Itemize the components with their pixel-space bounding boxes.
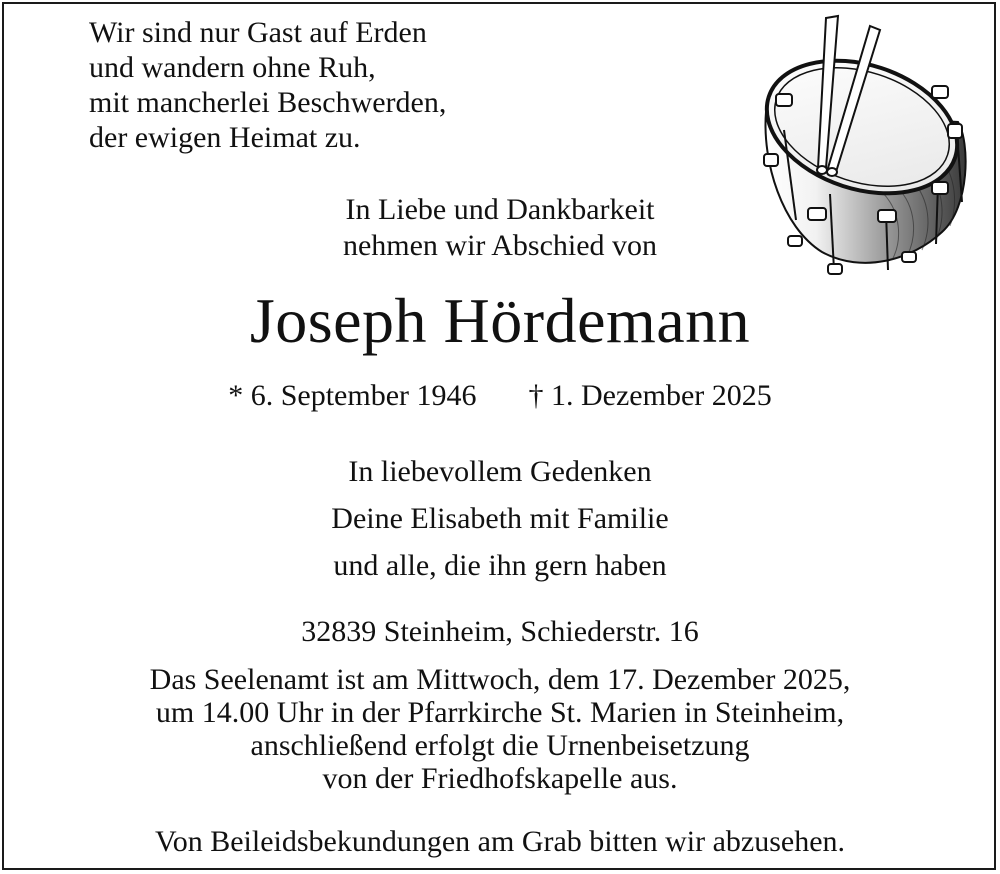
death-date: † 1. Dezember 2025: [528, 379, 772, 412]
intro-line: In Liebe und Dankbarkeit: [345, 193, 655, 226]
poem: [89, 15, 446, 155]
poem-line: Wir sind nur Gast auf Erden: [89, 16, 427, 49]
service-info: [0, 663, 1000, 795]
service-line: von der Friedhofskapelle aus.: [322, 762, 678, 795]
mourner-line: Deine Elisabeth mit Familie: [331, 502, 669, 535]
life-dates: [0, 376, 1000, 416]
poem-line: mit mancherlei Beschwerden,: [89, 86, 447, 119]
deceased-name: Joseph Hördemann: [249, 285, 751, 356]
closing-note: Von Beileidsbekundungen am Grab bitten wir abzusehen.: [154, 825, 846, 858]
address: 32839 Steinheim, Schiederstr. 16: [301, 615, 699, 648]
mourner-line: und alle, die ihn gern haben: [333, 549, 667, 582]
intro: [0, 192, 1000, 264]
mourners: [0, 448, 1000, 589]
poem-line: und wandern ohne Ruh,: [89, 51, 376, 84]
service-line: anschließend erfolgt die Urnenbeisetzung: [250, 729, 750, 762]
service-line: um 14.00 Uhr in der Pfarrkirche St. Marien in Steinheim,: [155, 696, 845, 729]
poem-line: der ewigen Heimat zu.: [89, 121, 361, 154]
mourner-line: In liebevollem Gedenken: [348, 455, 652, 488]
intro-line: nehmen wir Abschied von: [342, 229, 658, 262]
service-line: Das Seelenamt ist am Mittwoch, dem 17. Dezember 2025,: [149, 663, 851, 696]
birth-date: * 6. September 1946: [228, 379, 477, 412]
